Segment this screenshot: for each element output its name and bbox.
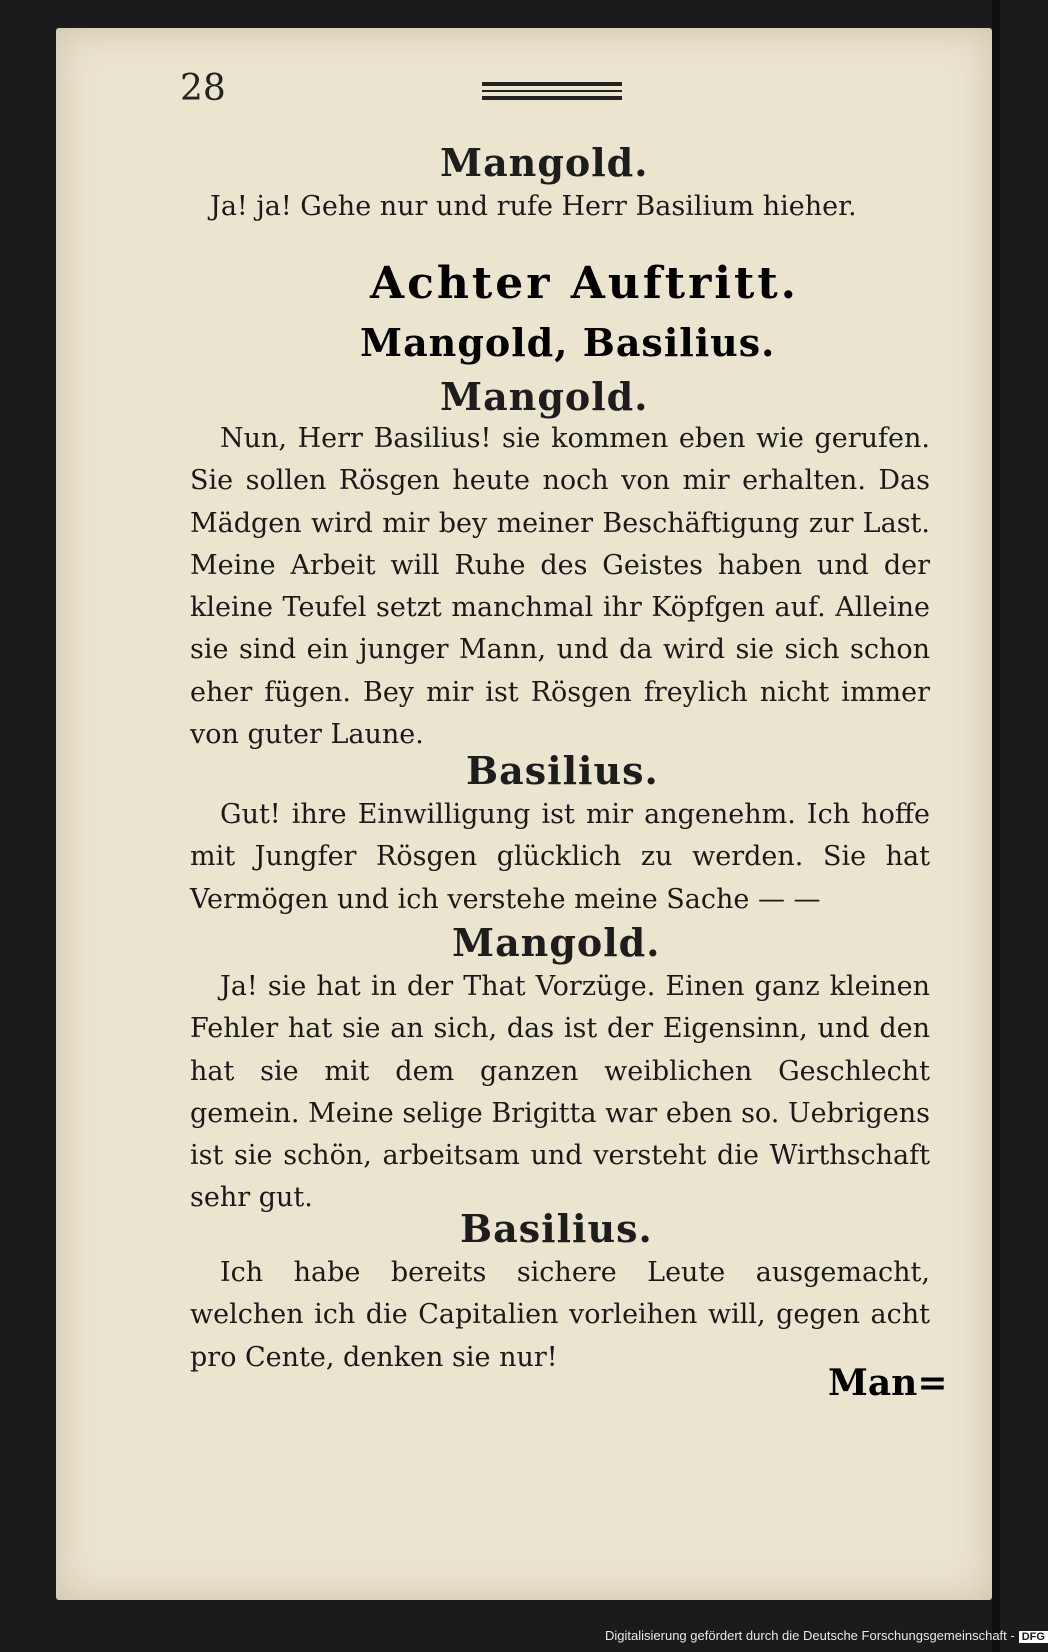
speaker-name: Basilius.	[460, 1206, 653, 1251]
scene-title: Achter Auftritt.	[370, 258, 799, 309]
digitization-footer	[605, 1628, 1048, 1643]
scene-persons: Mangold, Basilius.	[360, 320, 776, 365]
speaker-name: Mangold.	[452, 920, 661, 965]
dialogue-text: Gut! ihre Einwilligung ist mir angenehm. Ich hoffe mit Jungfer Rösgen glücklich zu werden. Sie hat Vermögen und ich verstehe meine Sache — —	[190, 799, 930, 915]
dialogue-text: Ja! sie hat in der That Vorzüge. Einen ganz kleinen Fehler hat sie an sich, das ist der Eigensinn, und den hat sie mit dem ganzen weiblichen Geschlecht gemein. Meine selige Brigitta war eben so. Uebrigens ist sie schön, arbeitsam und versteht die Wirthschaft sehr gut.	[190, 971, 930, 1214]
book-spine-edge	[992, 0, 1000, 1652]
footer-text: Digitalisierung gefördert durch die Deutsche Forschungsgemeinschaft -	[605, 1628, 1015, 1643]
speaker-name: Mangold.	[440, 140, 649, 185]
catchword: Man=	[828, 1362, 948, 1404]
speaker-name: Mangold.	[440, 374, 649, 419]
speaker-name: Basilius.	[466, 748, 659, 793]
dfg-logo: DFG	[1019, 1631, 1048, 1643]
page-number: 28	[180, 68, 226, 109]
dialogue-text: Ja! ja! Gehe nur und rufe Herr Basilium hieher.	[210, 191, 857, 222]
dialogue-text: Ich habe bereits sichere Leute ausgemacht, welchen ich die Capitalien vorleihen will, gegen acht pro Cente, denken sie nur!	[190, 1257, 930, 1373]
header-rule	[482, 82, 622, 104]
dialogue-text: Nun, Herr Basilius! sie kommen eben wie gerufen. Sie sollen Rösgen heute noch von mir erhalten. Das Mädgen wird mir bey meiner Beschäftigung zur Last. Meine Arbeit will Ruhe des Geistes haben und der kleine Teufel setzt manchmal ihr Köpfgen auf. Alleine sie sind ein junger Mann, und da wird sie sich schon eher fügen. Bey mir ist Rösgen freylich nicht immer von guter Laune.	[190, 423, 930, 751]
